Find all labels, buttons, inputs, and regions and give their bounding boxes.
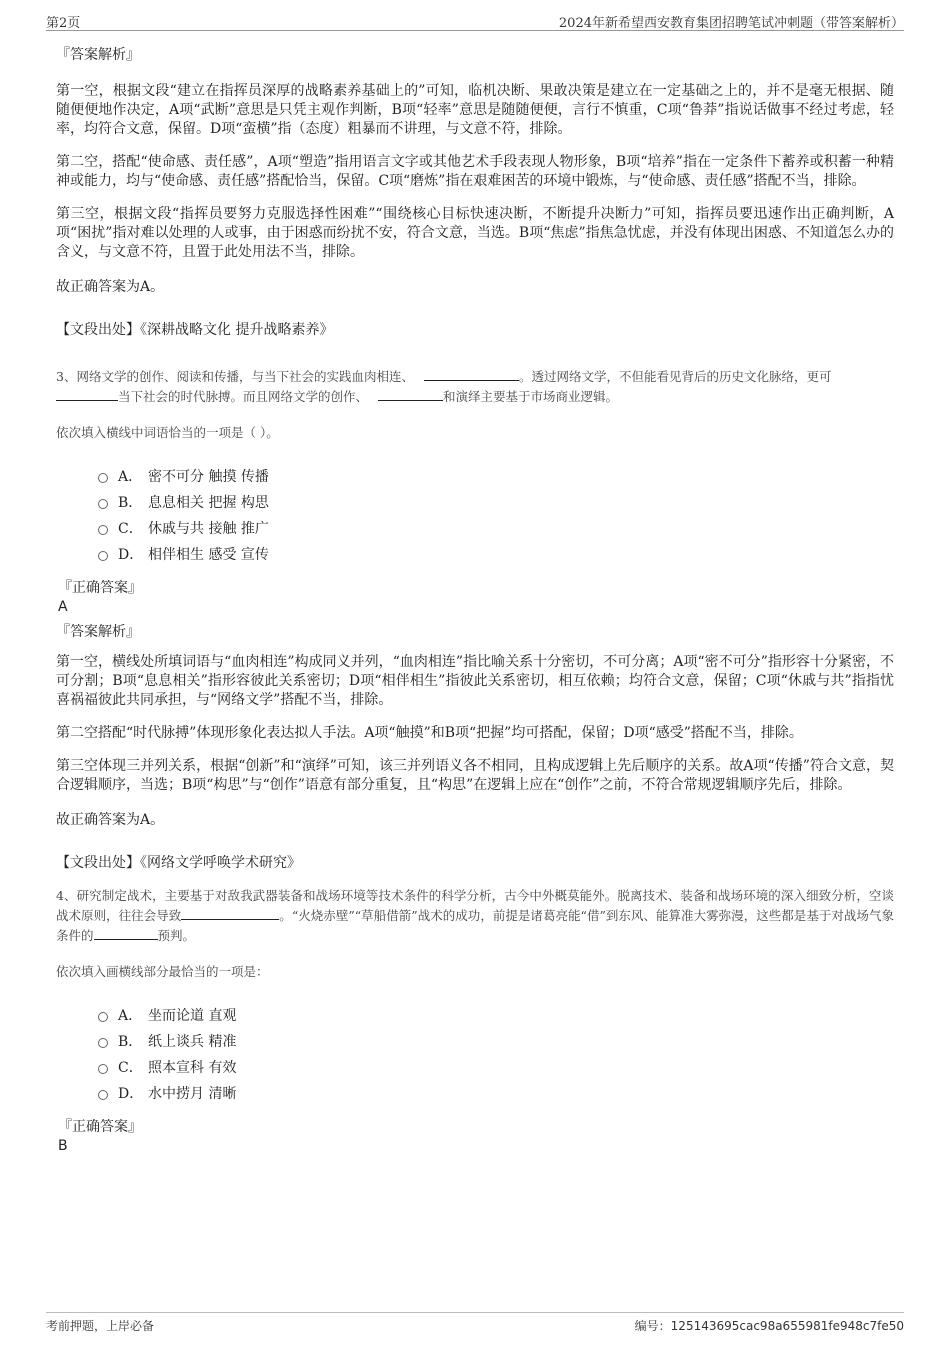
question-3-text: 3、网络文学的创作、阅读和传播，与当下社会的实践血肉相连、 。透过网络文学，不但能看见背后的历史文化脉络，更可 当下社会的时代脉搏。而且网络文学的创作、 和演绎主要基于市场商业逻辑。 [56, 369, 832, 404]
question-4-text: 4、研究制定战术，主要基于对敌我武器装备和战场环境等技术条件的科学分析，古今中外概莫能外。脱离技术、装备和战场环境的深入细致分析，空谈战术原则，往往会导致 。“火烧赤壁”“草船借箭”战术的成功，前提是诸葛亮能“借”到东风、能算准大雾弥漫，这些都是基于对战场气象条件的 预判。 [56, 888, 894, 943]
source-citation: 【文段出处】《深耕战略文化 提升战略素养》 [56, 322, 334, 338]
radio-icon[interactable] [98, 499, 108, 509]
option-b[interactable]: B． 息息相关 把握 构思 [98, 489, 894, 515]
radio-icon[interactable] [98, 525, 108, 535]
option-a[interactable]: A． 密不可分 触摸 传播 [98, 463, 894, 489]
blank [56, 388, 118, 401]
option-d[interactable]: D． 水中捞月 清晰 [98, 1080, 894, 1106]
radio-icon[interactable] [98, 1012, 108, 1022]
document-title: 2024年新希望西安教育集团招聘笔试冲刺题（带答案解析） [558, 16, 904, 31]
question-4-prompt: 依次填入画横线部分最恰当的一项是： [56, 964, 269, 979]
blank [424, 368, 519, 381]
blank [378, 388, 443, 401]
conclusion: 故正确答案为A。 [56, 812, 165, 828]
radio-icon[interactable] [98, 1090, 108, 1100]
analysis-label: 『答案解析』 [56, 47, 140, 63]
correct-answer: A [58, 599, 68, 615]
question-4-options [98, 1002, 894, 1106]
footer-slogan: 考前押题，上岸必备 [46, 1319, 155, 1333]
radio-icon[interactable] [98, 1038, 108, 1048]
analysis-label: 『答案解析』 [56, 624, 140, 640]
page-number: 第2页 [46, 16, 81, 31]
analysis-paragraph: 第三空，根据文段“指挥员要努力克服选择性困难”“围绕核心目标快速决断，不断提升决断力”可知，指挥员要迅速作出正确判断，A项“困扰”指对难以处理的人或事，由于困惑而纷扰不安，符合文意，当选。B项“焦虑”指焦急忧虑，并没有体现出困惑、不知道怎么办的含义，与文意不符，且置于此处用法不当，排除。 [56, 206, 894, 260]
conclusion: 故正确答案为A。 [56, 279, 165, 295]
analysis-paragraph: 第二空，搭配“使命感、责任感”，A项“塑造”指用语言文字或其他艺术手段表现人物形象，B项“培养”指在一定条件下蓄养或积蓄一种精神或能力，均与“使命感、责任感”搭配恰当，保留。C项“磨炼”指在艰难困苦的环境中锻炼，与“使命感、责任感”搭配不当，排除。 [56, 154, 894, 189]
correct-answer: B [58, 1138, 68, 1154]
analysis-paragraph: 第一空，横线处所填词语与“血肉相连”构成同义并列，“血肉相连”指比喻关系十分密切，不可分离；A项“密不可分”指形容十分紧密，不可分割；B项“息息相关”指形容彼此关系密切；D项“相伴相生”指彼此关系密切，相互依赖；均符合文意，保留；C项“休戚与共”指指忧喜祸福彼此共同承担，与“网络文学”搭配不当，排除。 [56, 654, 894, 708]
document-code: 编号：125143695cac98a655981fe948c7fe50 [634, 1319, 904, 1333]
option-d[interactable]: D． 相伴相生 感受 宣传 [98, 541, 894, 567]
page-footer [46, 1312, 904, 1335]
analysis-paragraph: 第二空搭配“时代脉搏”体现形象化表达拟人手法。A项“触摸”和B项“把握”均可搭配，保留；D项“感受”搭配不当，排除。 [56, 725, 803, 741]
radio-icon[interactable] [98, 551, 108, 561]
page-header [46, 12, 904, 31]
analysis-paragraph: 第三空体现三并列关系，根据“创新”和“演绎”可知，该三并列语义各不相同，且构成逻辑上先后顺序的关系。故A项“传播”符合文意，契合逻辑顺序，当选；B项“构思”与“创作”语意有部分重复，且“构思”在逻辑上应在“创作”之前，不符合常规逻辑顺序先后，排除。 [56, 758, 894, 793]
correct-answer-label: 『正确答案』 [58, 1119, 142, 1135]
option-b[interactable]: B． 纸上谈兵 精准 [98, 1028, 894, 1054]
option-a[interactable]: A． 坐而论道 直观 [98, 1002, 894, 1028]
blank [181, 907, 279, 920]
blank [94, 927, 158, 940]
option-c[interactable]: C． 休戚与共 接触 推广 [98, 515, 894, 541]
correct-answer-label: 『正确答案』 [58, 580, 142, 596]
radio-icon[interactable] [98, 1064, 108, 1074]
radio-icon[interactable] [98, 473, 108, 483]
analysis-paragraph: 第一空，根据文段“建立在指挥员深厚的战略素养基础上的”可知，临机决断、果敢决策是建立在一定基础之上的，并不是毫无根据、随随便便地作决定，A项“武断”意思是只凭主观作判断，B项“轻率”意思是随随便便，言行不慎重，C项“鲁莽”指说话做事不经过考虑，轻率，均符合文意，保留。D项“蛮横”指（态度）粗暴而不讲理，与文意不符，排除。 [56, 83, 894, 137]
source-citation: 【文段出处】《网络文学呼唤学术研究》 [56, 855, 301, 871]
question-3-options [98, 463, 894, 567]
question-3-prompt: 依次填入横线中词语恰当的一项是（ ）。 [56, 425, 279, 440]
option-c[interactable]: C． 照本宣科 有效 [98, 1054, 894, 1080]
document-content [56, 44, 894, 1154]
